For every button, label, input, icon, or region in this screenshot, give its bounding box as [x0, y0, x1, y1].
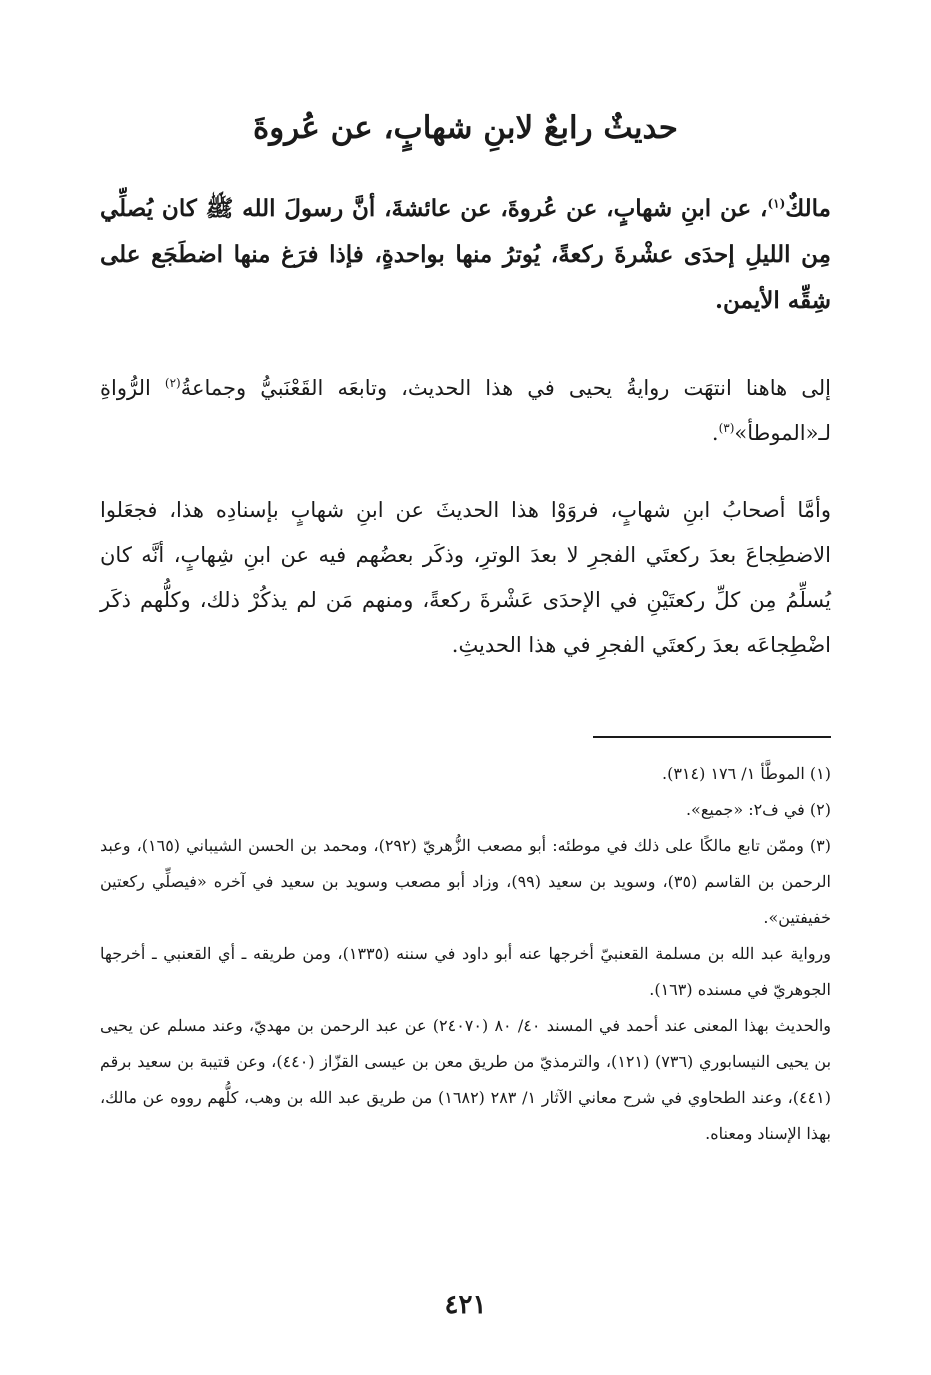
- footnote-3: (٣) وممّن تابع مالكًا على ذلك في موطئه: أبو مصعب الزُّهريّ (٢٩٢)، ومحمد بن الحسن الشيباني (١٦٥)، وعبد الرحمن بن القاسم (٣٥)، وسويد بن سعيد (٩٩)، وزاد أبو مصعب وسويد بن سعيد في آخره «فيصلِّي ركعتين خفيفتين».: [100, 836, 832, 927]
- footnote-ref-1: (١): [767, 196, 786, 211]
- commentary-paragraph-1: [100, 366, 831, 456]
- footnote-3-continued-1: ورواية عبد الله بن مسلمة القعنبيّ أخرجها عنه أبو داود في سننه (١٣٣٥)، ومن طريقه ـ أي القعنبي ـ أخرجها الجوهريّ في مسنده (١٦٣).: [100, 944, 831, 999]
- hadith-body: ، عن ابنِ شهابٍ، عن عُروةَ، عن عائشةَ، أنَّ رسولَ الله ﷺ كان يُصلِّي مِن الليلِ إحدَى عشْرةَ ركعةً، يُوترُ منها بواحدةٍ، فإذا فرَغ منها اضطَجَع على شِقِّه الأيمن.: [100, 195, 831, 314]
- footnote-ref-3: (٣): [718, 421, 735, 435]
- footnote-separator: [593, 736, 831, 738]
- footnotes: [100, 756, 831, 1152]
- para1-part3: .: [711, 421, 719, 445]
- hadith-text: [100, 186, 831, 324]
- commentary-paragraph-2: وأمَّا أصحابُ ابنِ شهابٍ، فروَوْا هذا الحديثَ عن ابنِ شهابٍ بإسنادِه هذا، فجعَلوا الاضطِجاعَ بعدَ ركعتَي الفجرِ لا بعدَ الوترِ، وذكَر بعضُهم فيه عن ابنِ شِهابٍ، أنَّه كان يُسلِّمُ مِن كلِّ ركعتَيْنِ في الإحدَى عَشْرةَ ركعةً، ومنهم مَن لم يذكُرْ ذلك، وكلُّهم ذكَر اضْطِجاعَه بعدَ ركعتَي الفجرِ في هذا الحديثِ.: [100, 498, 831, 657]
- chapter-title: حديثٌ رابعٌ لابنِ شهابٍ، عن عُروةَ: [253, 110, 678, 146]
- page-number: ٤٢١: [444, 1290, 487, 1320]
- footnote-2: (٢) في ف٢: «جميع».: [685, 800, 831, 819]
- para1-part2: الرُّواةِ لـ«الموطأ»: [100, 376, 831, 445]
- footnote-3-continued-2: والحديث بهذا المعنى عند أحمد في المسند ٤٠/ ٨٠ (٢٤٠٧٠) عن عبد الرحمن بن مهديّ، وعند مسلم عن يحيى بن يحيى النيسابوري (٧٣٦) (١٢١)، والترمذيّ من طريق معن بن عيسى القزّاز (٤٤٠)، وعن قتيبة بن سعيد برقم (٤٤١)، وعند الطحاوي في شرح معاني الآثار ١/ ٢٨٣ (١٦٨٢) من طريق عبد الله بن وهب، كلُّهم رووه عن مالك، بهذا الإسناد ومعناه.: [100, 1016, 832, 1143]
- footnote-1: (١) الموطَّأ ١/ ١٧٦ (٣١٤).: [662, 764, 831, 783]
- hadith-narrator: مالكٌ: [785, 195, 831, 222]
- footnote-ref-2: (٢): [164, 376, 181, 390]
- para1-part1: إلى هاهنا انتهَت روايةُ يحيى في هذا الحديث، وتابعَه القَعْنَبيُّ وجماعةُ: [180, 376, 831, 400]
